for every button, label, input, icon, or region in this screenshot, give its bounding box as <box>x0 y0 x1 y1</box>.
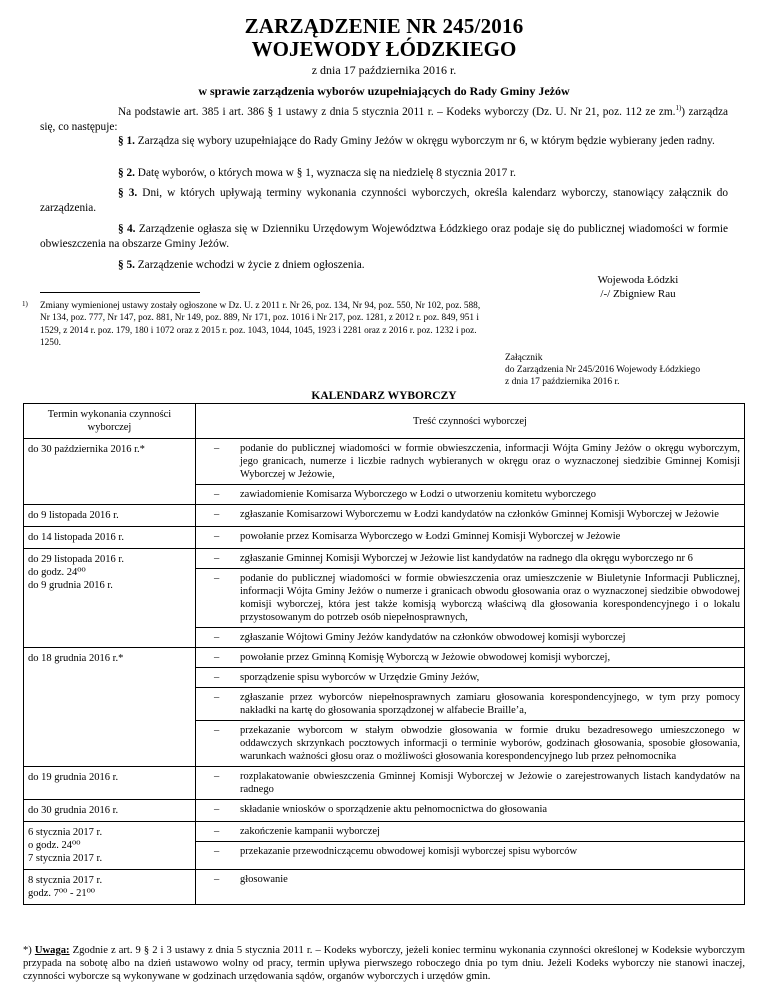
term-text: 7 stycznia 2017 r. <box>28 853 103 864</box>
annex-line: do Zarządzenia Nr 245/2016 Wojewody Łódzkiego <box>505 365 701 375</box>
dash-bullet: – <box>214 725 220 736</box>
activity-text: podanie do publicznej wiadomości w formie obwieszczenia oraz umieszczenie w Biuletynie Informacji Publicznej, informacji Wójta Gminy Jeżów o numerze i granicach obwodu głosowania oraz o wyznaczonej siedzibie obwodowej komisji wyborczej, która jest także komisją wyborczą właściwą dla głosowania korespondencyjnego i o lokalu przystosowanym do potrzeb osób niepełnosprawnych, <box>240 573 740 623</box>
dash-bullet: – <box>214 874 220 885</box>
table-row <box>24 439 745 505</box>
term-cell <box>24 870 196 905</box>
term-text: godz. 7⁰⁰ - 21⁰⁰ <box>28 888 95 899</box>
list-item <box>196 667 744 687</box>
table-row <box>24 505 745 527</box>
document-subject: w sprawie zarządzenia wyborów uzupełniających do Rady Gminy Jeżów <box>198 84 570 98</box>
section-2 <box>40 166 728 181</box>
activity-text: zgłaszanie Wójtowi Gminy Jeżów kandydatów na członków obwodowej komisji wyborczej <box>240 632 626 643</box>
content-cell <box>196 648 745 767</box>
term-text: do godz. 24⁰⁰ <box>28 567 86 578</box>
calendar-header-row <box>24 404 745 439</box>
term-cell <box>24 800 196 822</box>
activity-text: sporządzenie spisu wyborców w Urzędzie Gminy Jeżów, <box>240 672 480 683</box>
note-prefix: *) <box>23 945 35 956</box>
table-row <box>24 648 745 767</box>
annex-header <box>505 352 745 388</box>
dash-bullet: – <box>214 804 220 815</box>
term-text: do 19 grudnia 2016 r. <box>28 772 119 783</box>
section-3 <box>40 186 728 216</box>
term-cell <box>24 439 196 505</box>
term-text: 8 stycznia 2017 r. <box>28 875 103 886</box>
dash-bullet: – <box>214 509 220 520</box>
list-item <box>196 870 744 889</box>
dash-bullet: – <box>214 573 220 584</box>
table-row <box>24 870 745 905</box>
content-cell <box>196 767 745 800</box>
list-item <box>196 549 744 568</box>
table-row <box>24 549 745 648</box>
list-item <box>196 568 744 627</box>
list-item <box>196 484 744 504</box>
term-text: do 14 listopada 2016 r. <box>28 532 124 543</box>
table-row <box>24 767 745 800</box>
footnote-text: Zmiany wymienionej ustawy zostały ogłoszone w Dz. U. z 2011 r. Nr 26, poz. 134, Nr 94, poz. 550, Nr 102, poz. 588, Nr 134, poz. 777, Nr 147, poz. 881, Nr 149, poz. 889, Nr 171, poz. 1016 i Nr 217, poz. 1281, z 2012 r. poz. 849, 951 i 1529, z 2014 r. poz. 179, 180 i 1072 oraz z 2015 r. poz. 1043, 1044, 1045, 1923 i 2281 oraz z 2016 r. poz. 1232 i poz. 1250. <box>40 301 481 348</box>
content-cell <box>196 800 745 822</box>
footnote-number: 1) <box>22 300 28 308</box>
section-text: Zarządza się wybory uzupełniające do Rady Gminy Jeżów w okręgu wyborczym nr 6, w którym będzie wybierany jeden radny. <box>137 135 715 147</box>
section-text: Zarządzenie ogłasza się w Dzienniku Urzędowym Województwa Łódzkiego oraz podaje się do publicznej wiadomości w formie obwieszczenia na obszarze Gminy Jeżów. <box>40 223 729 250</box>
activity-text: zakończenie kampanii wyborczej <box>240 826 380 837</box>
term-text: do 30 grudnia 2016 r. <box>28 805 119 816</box>
section-label: § 5. <box>118 259 135 271</box>
term-cell <box>24 549 196 648</box>
list-item <box>196 720 744 766</box>
dash-bullet: – <box>214 672 220 683</box>
section-5 <box>40 258 728 273</box>
activity-text: podanie do publicznej wiadomości w formie obwieszczenia, informacji Wójta Gminy Jeżów o okręgu wyborczym, jego granicach, numerze i liczbie radnych wybieranych w okręgu oraz o wyznaczonej siedzibie Gminnej Komisji Wyborczej w Jeżowie, <box>240 443 740 480</box>
term-text: do 9 listopada 2016 r. <box>28 510 119 521</box>
content-cell <box>196 527 745 549</box>
note <box>23 944 745 983</box>
document-title-line2: WOJEWODY ŁÓDZKIEGO <box>251 37 517 61</box>
calendar-table <box>23 403 745 905</box>
preamble <box>40 101 728 135</box>
content-cell <box>196 549 745 648</box>
activity-text: zgłaszanie Komisarzowi Wyborczemu w Łodzi kandydatów na członków Gminnej Komisji Wyborczej w Jeżowie <box>240 509 719 520</box>
activity-text: zawiadomienie Komisarza Wyborczego w Łodzi o utworzeniu komitetu wyborczego <box>240 489 597 500</box>
activity-text: zgłaszanie Gminnej Komisji Wyborczej w Jeżowie list kandydatów na radnego dla okręgu wyborczego nr 6 <box>240 553 693 564</box>
term-text: o godz. 24⁰⁰ <box>28 840 81 851</box>
list-item <box>196 822 744 841</box>
table-row <box>24 800 745 822</box>
dash-bullet: – <box>214 531 220 542</box>
activity-text: składanie wniosków o sporządzenie aktu pełnomocnictwa do głosowania <box>240 804 548 815</box>
table-row <box>24 527 745 549</box>
term-cell <box>24 505 196 527</box>
activity-text: rozplakatowanie obwieszczenia Gminnej Komisji Wyborczej w Jeżowie o zarejestrowanych listach kandydatów na radnego <box>240 771 740 795</box>
activity-text: powołanie przez Komisarza Wyborczego w Łodzi Gminnej Komisji Wyborczej w Jeżowie <box>240 531 621 542</box>
content-cell <box>196 822 745 870</box>
term-cell <box>24 767 196 800</box>
term-cell <box>24 822 196 870</box>
dash-bullet: – <box>214 489 220 500</box>
dash-bullet: – <box>214 652 220 663</box>
term-text: do 9 grudnia 2016 r. <box>28 580 113 591</box>
list-item <box>196 627 744 647</box>
activity-text: przekazanie przewodniczącemu obwodowej komisji wyborczej spisu wyborców <box>240 846 578 857</box>
dash-bullet: – <box>214 632 220 643</box>
signature-name: /-/ Zbigniew Rau <box>600 288 676 300</box>
list-item <box>196 527 744 546</box>
activity-text: głosowanie <box>240 874 288 885</box>
activity-text: zgłaszanie przez wyborców niepełnosprawnych zamiaru głosowania korespondencyjnego, w tym przy pomocy nakładki na kartę do głosowania sporządzonej w alfabecie Braille’a, <box>240 692 740 716</box>
column-header-term: Termin wykonania czynności wyborczej <box>24 404 196 439</box>
term-text: do 30 października 2016 r.* <box>28 444 145 455</box>
content-cell <box>196 870 745 905</box>
list-item <box>196 841 744 861</box>
annex-line: z dnia 17 października 2016 r. <box>505 377 620 387</box>
document-date: z dnia 17 października 2016 r. <box>311 63 457 77</box>
section-label: § 4. <box>118 223 136 235</box>
term-text: do 18 grudnia 2016 r.* <box>28 653 124 664</box>
activity-text: przekazanie wyborcom w stałym obwodzie głosowania w formie druku bezadresowego umieszczonego w oddawczych skrzynkach pocztowych informacji o terminie wyborów, godzinach głosowania, sposobie głosowania, warunkach ważności głosu oraz o możliwości głosowania korespondencyjnego lub przez pełnomocnika <box>240 725 740 762</box>
note-label: Uwaga: <box>34 945 70 956</box>
dash-bullet: – <box>214 443 220 454</box>
section-text: Datę wyborów, o których mowa w § 1, wyznacza się na niedzielę 8 stycznia 2017 r. <box>137 167 517 179</box>
section-1 <box>40 134 728 149</box>
term-cell <box>24 527 196 549</box>
signature <box>568 273 708 301</box>
document-title-line1: ZARZĄDZENIE NR 245/2016 <box>244 14 524 38</box>
list-item <box>196 800 744 819</box>
term-cell <box>24 648 196 767</box>
dash-bullet: – <box>214 771 220 782</box>
list-item <box>196 505 744 524</box>
dash-bullet: – <box>214 692 220 703</box>
activity-text: powołanie przez Gminną Komisję Wyborczą w Jeżowie obwodowej komisji wyborczej, <box>240 652 611 663</box>
section-text: Zarządzenie wchodzi w życie z dniem ogłoszenia. <box>137 259 365 271</box>
list-item <box>196 439 744 484</box>
term-text: do 29 listopada 2016 r. <box>28 554 124 565</box>
section-4 <box>40 222 728 252</box>
section-text: Dni, w których upływają terminy wykonania czynności wyborczych, określa kalendarz wyborczy, stanowiący załącznik do zarządzenia. <box>40 187 728 214</box>
dash-bullet: – <box>214 846 220 857</box>
dash-bullet: – <box>214 826 220 837</box>
preamble-text: Na podstawie art. 385 i art. 386 § 1 ustawy z dnia 5 stycznia 2011 r. – Kodeks wyborczy (Dz. U. Nr 21, poz. 112 ze zm. <box>118 105 676 118</box>
annex-line: Załącznik <box>505 353 543 363</box>
list-item <box>196 687 744 720</box>
content-cell <box>196 439 745 505</box>
preamble-text-end: ) zarządza się, co następuje: <box>40 105 728 133</box>
signature-title: Wojewoda Łódzki <box>597 274 679 286</box>
content-cell <box>196 505 745 527</box>
table-row <box>24 822 745 870</box>
list-item <box>196 767 744 799</box>
column-header-content: Treść czynności wyborczej <box>196 404 745 439</box>
dash-bullet: – <box>214 553 220 564</box>
note-text: Zgodnie z art. 9 § 2 i 3 ustawy z dnia 5 stycznia 2011 r. – Kodeks wyborczy, jeżeli koniec terminu wykonania czynności określonej w Kodeksie wyborczym przypada na sobotę albo na dzień ustawowo wolny od pracy, termin upływa pierwszego roboczego dnia po tym dniu. Jeżeli Kodeks wyborczy nie stanowi inaczej, czynności wyborcze są wykonywane w godzinach urzędowania sądów, organów wyborczych i urzędów gmin. <box>23 945 745 982</box>
calendar-title: KALENDARZ WYBORCZY <box>311 390 457 402</box>
section-label: § 3. <box>118 187 138 199</box>
term-text: 6 stycznia 2017 r. <box>28 827 103 838</box>
footnote-ref: 1) <box>675 104 682 112</box>
section-label: § 1. <box>118 135 135 147</box>
section-label: § 2. <box>118 167 135 179</box>
list-item <box>196 648 744 667</box>
footnote-separator <box>40 292 200 293</box>
footnote <box>22 300 492 349</box>
